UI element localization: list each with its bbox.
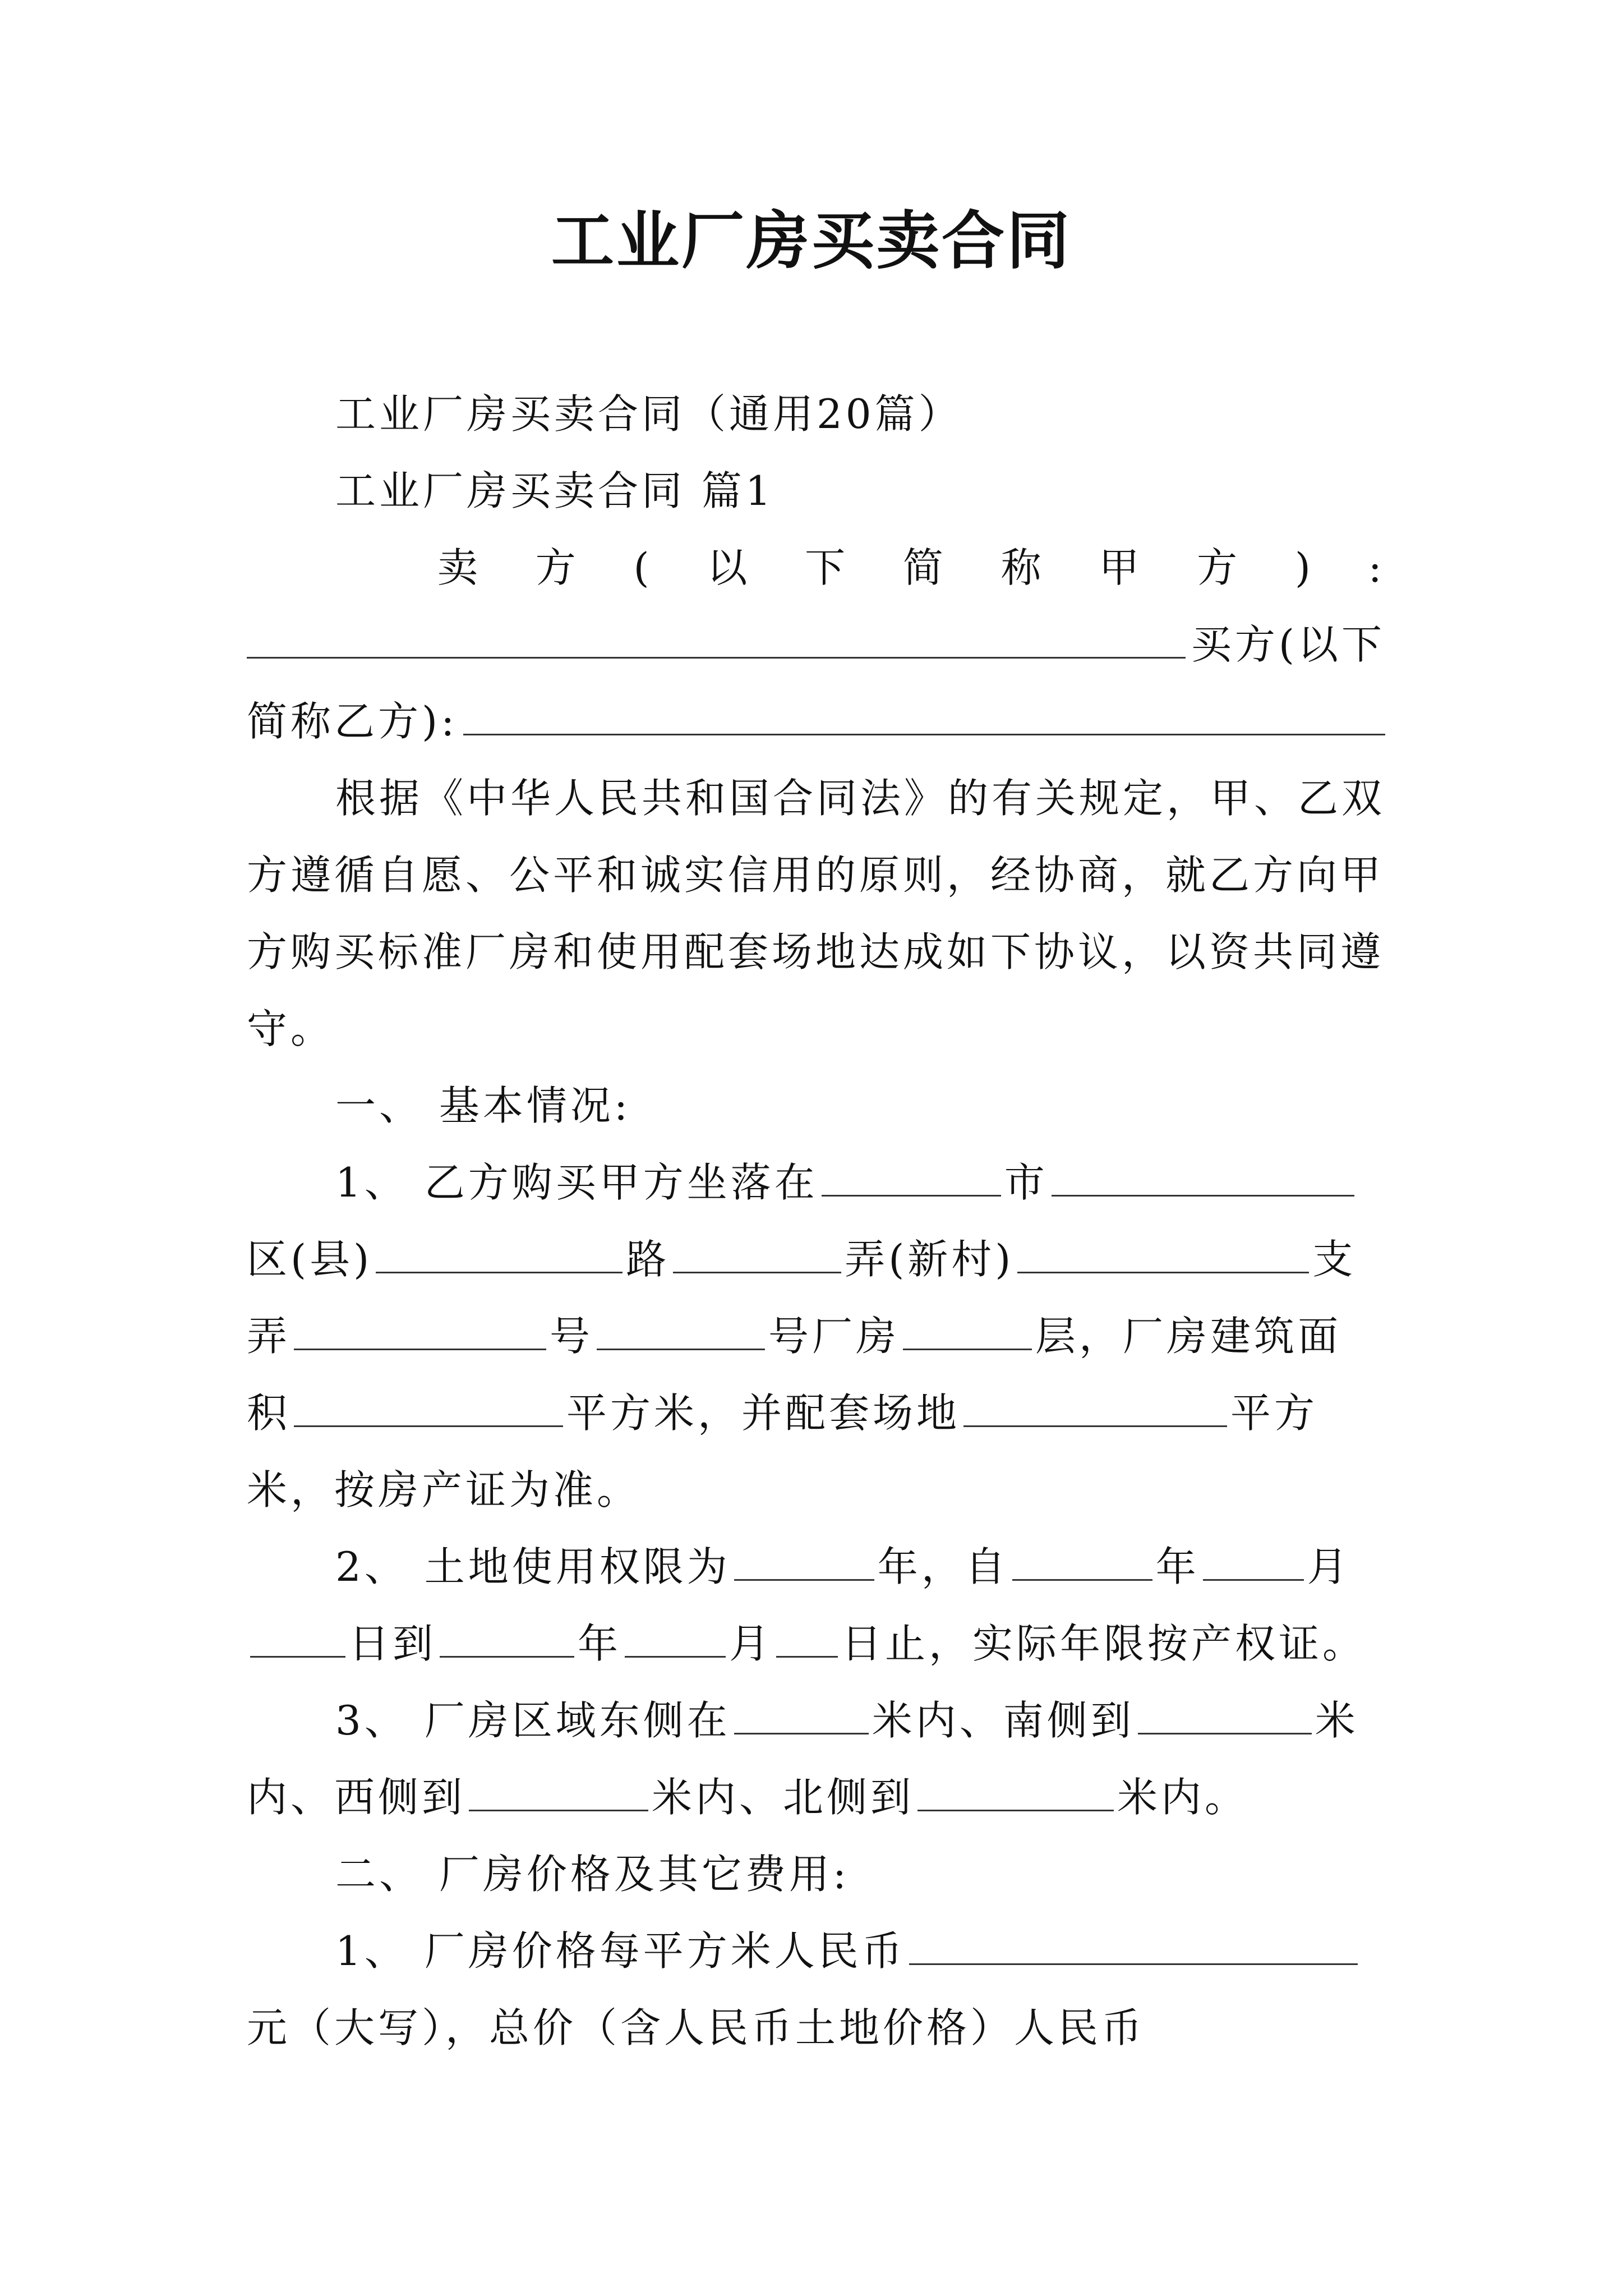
seller-char: 简 xyxy=(902,544,947,591)
seller-char: 甲 xyxy=(1099,544,1143,591)
seller-blank-line xyxy=(247,606,1385,683)
clause-text: 月 xyxy=(729,1620,773,1667)
clause-text: 年，自 xyxy=(877,1543,1009,1590)
clause-text: 1、 乙方购买甲方坐落在 xyxy=(335,1159,818,1206)
village-blank[interactable] xyxy=(1017,1271,1309,1273)
clause-1-2 xyxy=(247,1529,1385,1682)
end-year-blank[interactable] xyxy=(440,1655,574,1658)
clause-text: 平方米，并配套场地 xyxy=(566,1389,961,1437)
seller-label xyxy=(247,530,1385,606)
seller-char: : xyxy=(1368,544,1385,591)
floor-blank[interactable] xyxy=(903,1348,1032,1350)
clause-text: 层，厂房建筑 xyxy=(1035,1313,1298,1360)
clause-text: 米 xyxy=(1315,1697,1359,1744)
start-month-blank[interactable] xyxy=(1203,1579,1304,1581)
clause-text: 年 xyxy=(1155,1543,1200,1590)
clause-text: 号 xyxy=(550,1313,594,1360)
clause-text: 日到 xyxy=(349,1620,437,1667)
seller-char: 方 xyxy=(535,544,579,591)
clause-text: 米内、南侧到 xyxy=(872,1697,1135,1744)
unit-price-blank[interactable] xyxy=(909,1963,1358,1965)
clause-text: 号厂房 xyxy=(768,1313,900,1360)
seller-char: 方 xyxy=(1197,544,1241,591)
district-blank[interactable] xyxy=(1052,1194,1354,1197)
clause-text: 支弄 xyxy=(247,1236,1357,1360)
seller-char: 以 xyxy=(707,544,751,591)
document-title: 工业厂房买卖合同 xyxy=(551,204,1072,278)
clause-1-1 xyxy=(247,1144,1385,1529)
subtitle: 工业厂房买卖合同（通用20篇） xyxy=(335,390,962,438)
lane-blank[interactable] xyxy=(673,1271,841,1273)
site-area-blank[interactable] xyxy=(963,1425,1227,1427)
chapter-heading: 工业厂房买卖合同 篇1 xyxy=(335,467,774,514)
seller-char: ( xyxy=(633,544,653,591)
seller-char: ) xyxy=(1294,544,1314,591)
clause-text: 元（大写），总价（含人民币土地价格）人民币 xyxy=(247,2004,1146,2051)
clause-text: 2、 土地使用权限为 xyxy=(335,1543,731,1590)
clause-text: 内、西侧到 xyxy=(247,1774,466,1821)
clause-text: 弄(新村) xyxy=(845,1236,1015,1283)
buyer-label-cont: 简称乙方): xyxy=(247,698,458,745)
clause-text: 3、 厂房区域东侧在 xyxy=(335,1697,731,1744)
city-blank[interactable] xyxy=(822,1194,1001,1197)
road-blank[interactable] xyxy=(376,1271,623,1273)
clause-1-3 xyxy=(247,1682,1385,1836)
clause-text: 月 xyxy=(1307,1543,1351,1590)
section-2-heading: 二、 厂房价格及其它费用: xyxy=(335,1851,850,1898)
seller-char: 卖 xyxy=(437,544,482,591)
years-blank[interactable] xyxy=(734,1579,874,1581)
clause-text: 米内、北侧到 xyxy=(652,1774,915,1821)
clause-text: 市 xyxy=(1004,1159,1048,1206)
start-year-blank[interactable] xyxy=(1012,1579,1152,1581)
number-blank[interactable] xyxy=(597,1348,765,1350)
end-day-blank[interactable] xyxy=(776,1655,838,1658)
intro-paragraph: 根据《中华人民共和国合同法》的有关规定，甲、乙双方遵循自愿、公平和诚实信用的原则，经协商，就乙方向甲方购买标准厂房和使用配套场地达成如下协议，以资共同遵守。 xyxy=(247,775,1386,1052)
north-blank[interactable] xyxy=(917,1809,1114,1811)
building-area-blank[interactable] xyxy=(294,1425,563,1427)
clause-text: 路 xyxy=(626,1236,670,1283)
clause-text: 平 xyxy=(1230,1389,1275,1437)
clause-text: 区(县) xyxy=(247,1236,373,1283)
start-day-blank[interactable] xyxy=(250,1655,345,1658)
buyer-label: 买方(以下 xyxy=(1191,621,1385,668)
seller-char: 下 xyxy=(805,544,849,591)
clause-text: 米内。 xyxy=(1117,1774,1249,1821)
sublane-blank[interactable] xyxy=(294,1348,546,1350)
south-blank[interactable] xyxy=(1138,1732,1312,1734)
clause-text: 面积 xyxy=(247,1313,1342,1437)
buyer-line xyxy=(247,683,1385,760)
end-month-blank[interactable] xyxy=(625,1655,726,1658)
west-blank[interactable] xyxy=(469,1809,648,1811)
document-body xyxy=(247,376,1385,2067)
seller-char: 称 xyxy=(1000,544,1045,591)
east-blank[interactable] xyxy=(734,1732,869,1734)
clause-text: 1、 厂房价格每平方米人民币 xyxy=(335,1927,906,1975)
clause-text: 方米，按房产证为准。 xyxy=(247,1389,1318,1513)
seller-name-blank[interactable] xyxy=(247,656,1186,659)
section-1-heading: 一、 基本情况: xyxy=(335,1082,631,1129)
buyer-name-blank[interactable] xyxy=(463,733,1385,735)
clause-text: 年 xyxy=(578,1620,622,1667)
clause-2-1 xyxy=(247,1913,1385,2067)
clause-text: 日止，实际年限按产权证。 xyxy=(841,1620,1367,1667)
